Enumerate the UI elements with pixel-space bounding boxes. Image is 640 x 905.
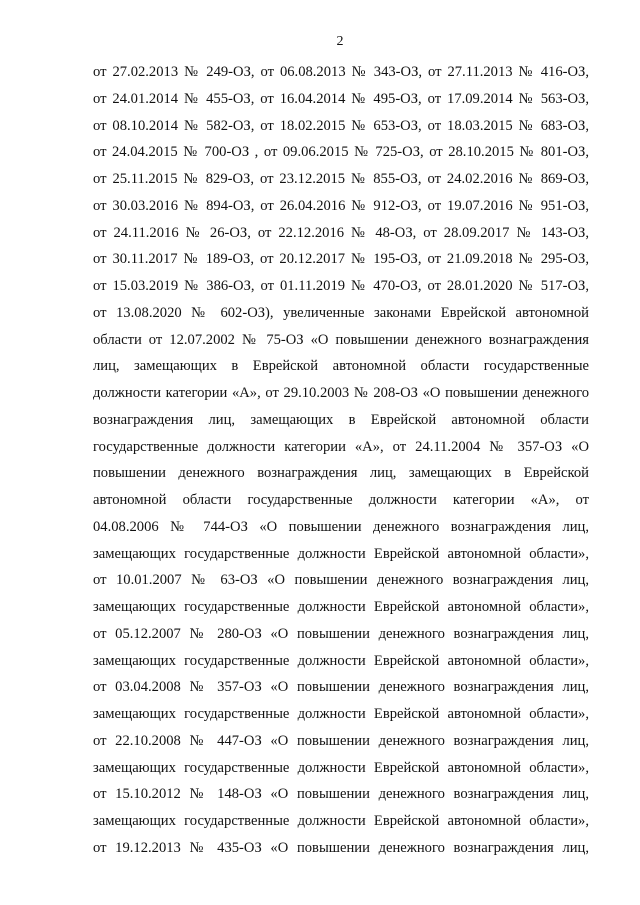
text-line: повышении денежного вознаграждения лиц, замещающих в Еврейской bbox=[93, 465, 589, 482]
text-line: от 22.10.2008 № 447-ОЗ «О повышении денежного вознаграждения лиц, bbox=[93, 732, 589, 749]
text-line: от 13.08.2020 № 602-ОЗ), увеличенные законами Еврейской автономной bbox=[93, 304, 589, 321]
text-line: области от 12.07.2002 № 75-ОЗ «О повышении денежного вознаграждения bbox=[93, 331, 589, 348]
text-line: от 15.10.2012 № 148-ОЗ «О повышении денежного вознаграждения лиц, bbox=[93, 786, 589, 803]
text-line: от 25.11.2015 № 829-ОЗ, от 23.12.2015 № 855-ОЗ, от 24.02.2016 № 869-ОЗ, bbox=[93, 171, 589, 187]
text-line: от 19.12.2013 № 435-ОЗ «О повышении денежного вознаграждения лиц, bbox=[93, 839, 589, 856]
text-line: замещающих государственные должности Еврейской автономной области», bbox=[93, 545, 589, 562]
text-line: от 08.10.2014 № 582-ОЗ, от 18.02.2015 № 653-ОЗ, от 18.03.2015 № 683-ОЗ, bbox=[93, 117, 589, 134]
text-line: от 24.01.2014 № 455-ОЗ, от 16.04.2014 № 495-ОЗ, от 17.09.2014 № 563-ОЗ, bbox=[93, 90, 589, 107]
text-line: от 30.11.2017 № 189-ОЗ, от 20.12.2017 № 195-ОЗ, от 21.09.2018 № 295-ОЗ, bbox=[93, 251, 589, 268]
text-line: от 24.04.2015 № 700-ОЗ , от 09.06.2015 № 725-ОЗ, от 28.10.2015 № 801-ОЗ, bbox=[93, 144, 589, 161]
text-line: 04.08.2006 № 744-ОЗ «О повышении денежного вознаграждения лиц, bbox=[93, 518, 589, 535]
body-text bbox=[93, 59, 589, 862]
text-line: вознаграждения лиц, замещающих в Еврейской автономной области bbox=[93, 411, 589, 428]
text-line: замещающих государственные должности Еврейской автономной области», bbox=[93, 599, 589, 615]
text-line: замещающих государственные должности Еврейской автономной области», bbox=[93, 652, 589, 669]
text-line: лиц, замещающих в Еврейской автономной области государственные bbox=[93, 358, 589, 375]
text-line: должности категории «А», от 29.10.2003 № 208-ОЗ «О повышении денежного bbox=[93, 385, 589, 401]
text-line: автономной области государственные должности категории «А», от bbox=[93, 492, 589, 508]
text-line: от 15.03.2019 № 386-ОЗ, от 01.11.2019 № 470-ОЗ, от 28.01.2020 № 517-ОЗ, bbox=[93, 278, 589, 294]
text-line: государственные должности категории «А», от 24.11.2004 № 357-ОЗ «О bbox=[93, 438, 589, 455]
text-line: от 03.04.2008 № 357-ОЗ «О повышении денежного вознаграждения лиц, bbox=[93, 679, 589, 696]
text-line: от 30.03.2016 № 894-ОЗ, от 26.04.2016 № 912-ОЗ, от 19.07.2016 № 951-ОЗ, bbox=[93, 197, 589, 214]
text-line: замещающих государственные должности Еврейской автономной области», bbox=[93, 759, 589, 776]
text-line: от 24.11.2016 № 26-ОЗ, от 22.12.2016 № 48-ОЗ, от 28.09.2017 № 143-ОЗ, bbox=[93, 224, 589, 241]
text-line: от 05.12.2007 № 280-ОЗ «О повышении денежного вознаграждения лиц, bbox=[93, 625, 589, 642]
text-line: замещающих государственные должности Еврейской автономной области», bbox=[93, 813, 589, 829]
text-line: от 27.02.2013 № 249-ОЗ, от 06.08.2013 № 343-ОЗ, от 27.11.2013 № 416-ОЗ, bbox=[93, 64, 589, 80]
page-number: 2 bbox=[336, 34, 344, 49]
text-line: замещающих государственные должности Еврейской автономной области», bbox=[93, 706, 589, 722]
text-line: от 10.01.2007 № 63-ОЗ «О повышении денежного вознаграждения лиц, bbox=[93, 572, 589, 589]
